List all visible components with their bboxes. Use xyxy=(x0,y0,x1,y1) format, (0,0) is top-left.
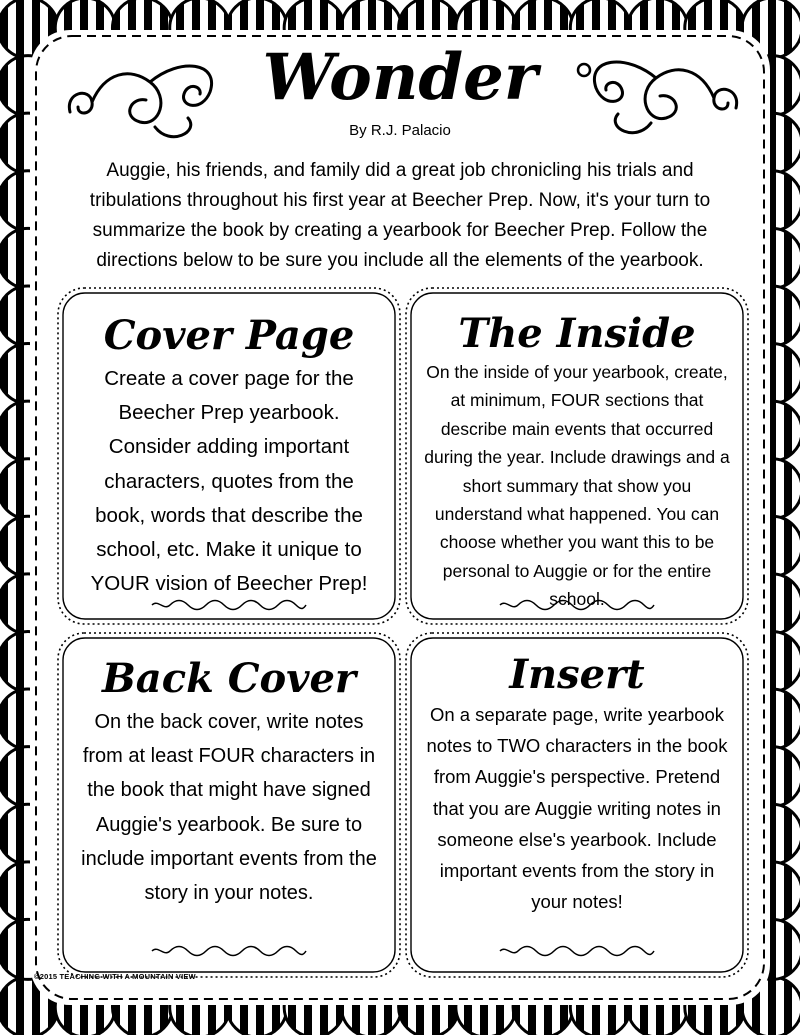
section-the-inside xyxy=(414,296,740,616)
section-insert xyxy=(414,641,740,969)
section-body-insert: On a separate page, write yearbook notes to TWO characters in the book from Auggie's perspective. Pretend that you are Auggie writing notes in someone else's yearbook. Include important events from the story in your notes! xyxy=(426,704,728,913)
section-heading-insert: Insert xyxy=(509,651,645,698)
section-cover-page xyxy=(66,296,392,616)
flourish-divider-icon xyxy=(496,598,658,612)
section-back-cover xyxy=(66,641,392,969)
section-body-cover-page: Create a cover page for the Beecher Prep yearbook. Consider adding important characters, quotes from the book, words that describe the school, etc. Make it unique to YOUR vision of Beecher Prep! xyxy=(90,367,368,596)
section-heading-the-inside: The Inside xyxy=(458,310,696,357)
intro-paragraph: Auggie, his friends, and family did a great job chronicling his trials and tribulations throughout his first year at Beecher Prep. Now, it's your turn to summarize the book by creating a yearbook for Beecher Prep. Follow the directions below to be sure you include all the elements of the yearbook. xyxy=(89,160,711,271)
author-byline: By R.J. Palacio xyxy=(349,122,451,139)
section-heading-cover-page: Cover Page xyxy=(103,312,355,359)
section-body-the-inside: On the inside of your yearbook, create, at minimum, FOUR sections that describe main events that occurred during the year. Include drawings and a short summary that show you understand what happened. You can choose whether you want this to be personal to Auggie or for the entire school. xyxy=(424,362,730,610)
page-title: Wonder xyxy=(262,40,538,115)
flourish-divider-icon xyxy=(496,944,658,958)
section-heading-back-cover: Back Cover xyxy=(101,655,356,702)
copyright-notice: ©2015 TEACHING WITH A MOUNTAIN VIEW xyxy=(34,972,196,981)
flourish-divider-icon xyxy=(148,944,310,958)
section-body-back-cover: On the back cover, write notes from at least FOUR characters in the book that might have signed Auggie's yearbook. Be sure to include important events from the story in your notes. xyxy=(81,711,377,905)
flourish-divider-icon xyxy=(148,598,310,612)
